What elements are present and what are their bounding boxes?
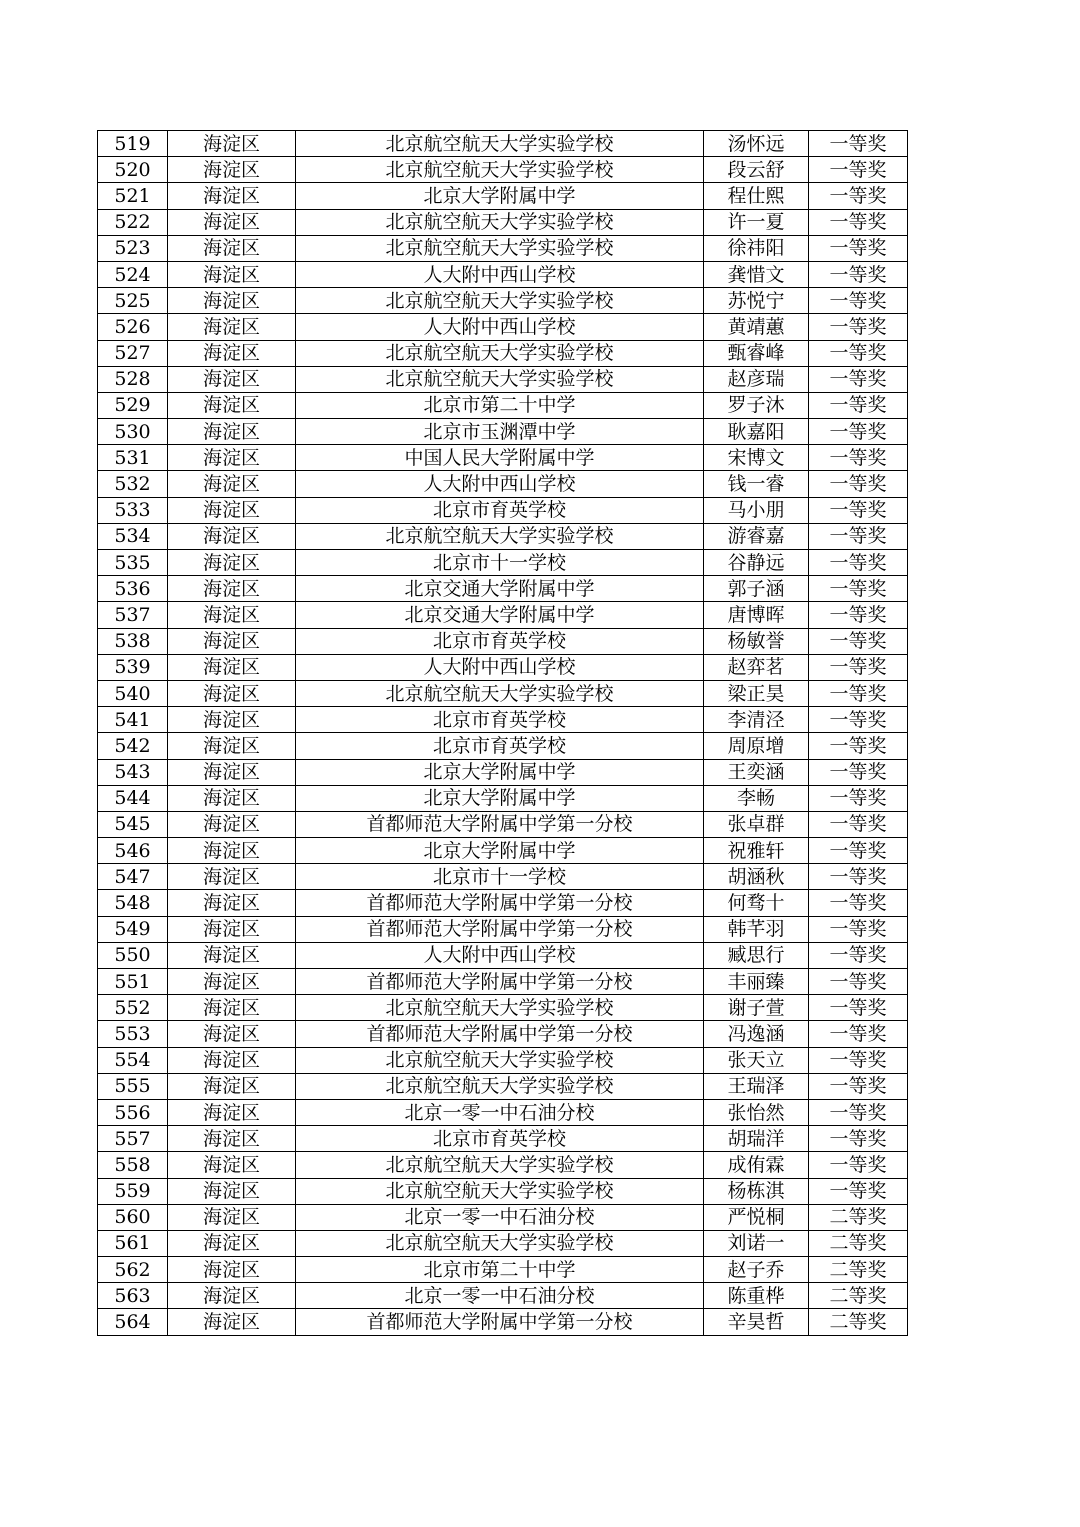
award-level-cell: 一等奖: [809, 759, 908, 785]
district-cell: 海淀区: [168, 1283, 296, 1309]
row-number-cell: 548: [98, 890, 168, 916]
table-row: [98, 864, 908, 890]
award-level-cell: 一等奖: [809, 261, 908, 287]
award-level-cell: 一等奖: [809, 183, 908, 209]
district-cell: 海淀区: [168, 759, 296, 785]
district-cell: 海淀区: [168, 916, 296, 942]
student-name-cell: 赵弈茗: [704, 654, 809, 680]
table-row: [98, 1178, 908, 1204]
district-cell: 海淀区: [168, 1178, 296, 1204]
student-name-cell: 徐祎阳: [704, 235, 809, 261]
school-cell: 人大附中西山学校: [296, 942, 704, 968]
district-cell: 海淀区: [168, 471, 296, 497]
row-number-cell: 560: [98, 1204, 168, 1230]
award-level-cell: 一等奖: [809, 890, 908, 916]
district-cell: 海淀区: [168, 969, 296, 995]
award-level-cell: 一等奖: [809, 235, 908, 261]
student-name-cell: 丰丽臻: [704, 969, 809, 995]
award-level-cell: 一等奖: [809, 1152, 908, 1178]
district-cell: 海淀区: [168, 1073, 296, 1099]
student-name-cell: 宋博文: [704, 445, 809, 471]
school-cell: 北京航空航天大学实验学校: [296, 235, 704, 261]
district-cell: 海淀区: [168, 550, 296, 576]
student-name-cell: 周原增: [704, 733, 809, 759]
row-number-cell: 549: [98, 916, 168, 942]
table-row: [98, 759, 908, 785]
table-row: [98, 288, 908, 314]
row-number-cell: 541: [98, 707, 168, 733]
district-cell: 海淀区: [168, 707, 296, 733]
table-row: [98, 1257, 908, 1283]
district-cell: 海淀区: [168, 523, 296, 549]
table-row: [98, 523, 908, 549]
row-number-cell: 529: [98, 392, 168, 418]
table-row: [98, 183, 908, 209]
table-row: [98, 419, 908, 445]
award-level-cell: 一等奖: [809, 209, 908, 235]
student-name-cell: 李清泾: [704, 707, 809, 733]
award-level-cell: 一等奖: [809, 366, 908, 392]
student-name-cell: 张卓群: [704, 811, 809, 837]
award-level-cell: 一等奖: [809, 1021, 908, 1047]
row-number-cell: 530: [98, 419, 168, 445]
row-number-cell: 528: [98, 366, 168, 392]
district-cell: 海淀区: [168, 209, 296, 235]
table-row: [98, 235, 908, 261]
district-cell: 海淀区: [168, 785, 296, 811]
student-name-cell: 成侑霖: [704, 1152, 809, 1178]
table-row: [98, 1204, 908, 1230]
row-number-cell: 556: [98, 1099, 168, 1125]
school-cell: 北京航空航天大学实验学校: [296, 131, 704, 157]
row-number-cell: 558: [98, 1152, 168, 1178]
row-number-cell: 523: [98, 235, 168, 261]
school-cell: 北京交通大学附属中学: [296, 602, 704, 628]
row-number-cell: 531: [98, 445, 168, 471]
school-cell: 北京市育英学校: [296, 628, 704, 654]
student-name-cell: 严悦桐: [704, 1204, 809, 1230]
table-row: [98, 1230, 908, 1256]
school-cell: 北京市育英学校: [296, 707, 704, 733]
table-row: [98, 366, 908, 392]
award-level-cell: 一等奖: [809, 864, 908, 890]
table-row: [98, 733, 908, 759]
student-name-cell: 张天立: [704, 1047, 809, 1073]
table-row: [98, 157, 908, 183]
table-row: [98, 471, 908, 497]
student-name-cell: 谷静远: [704, 550, 809, 576]
district-cell: 海淀区: [168, 733, 296, 759]
school-cell: 北京航空航天大学实验学校: [296, 366, 704, 392]
school-cell: 首都师范大学附属中学第一分校: [296, 811, 704, 837]
row-number-cell: 526: [98, 314, 168, 340]
student-name-cell: 何骛十: [704, 890, 809, 916]
table-row: [98, 785, 908, 811]
row-number-cell: 563: [98, 1283, 168, 1309]
school-cell: 北京航空航天大学实验学校: [296, 995, 704, 1021]
table-row: [98, 550, 908, 576]
row-number-cell: 555: [98, 1073, 168, 1099]
student-name-cell: 陈重桦: [704, 1283, 809, 1309]
student-name-cell: 唐博晖: [704, 602, 809, 628]
award-level-cell: 一等奖: [809, 419, 908, 445]
district-cell: 海淀区: [168, 1257, 296, 1283]
table-row: [98, 969, 908, 995]
row-number-cell: 562: [98, 1257, 168, 1283]
table-row: [98, 1047, 908, 1073]
student-name-cell: 耿嘉阳: [704, 419, 809, 445]
district-cell: 海淀区: [168, 1309, 296, 1335]
school-cell: 北京交通大学附属中学: [296, 576, 704, 602]
row-number-cell: 550: [98, 942, 168, 968]
table-row: [98, 576, 908, 602]
school-cell: 北京航空航天大学实验学校: [296, 523, 704, 549]
row-number-cell: 534: [98, 523, 168, 549]
district-cell: 海淀区: [168, 314, 296, 340]
district-cell: 海淀区: [168, 497, 296, 523]
district-cell: 海淀区: [168, 995, 296, 1021]
award-level-cell: 一等奖: [809, 969, 908, 995]
row-number-cell: 546: [98, 838, 168, 864]
school-cell: 北京航空航天大学实验学校: [296, 1230, 704, 1256]
row-number-cell: 527: [98, 340, 168, 366]
award-level-cell: 二等奖: [809, 1257, 908, 1283]
row-number-cell: 535: [98, 550, 168, 576]
student-name-cell: 罗子沐: [704, 392, 809, 418]
award-level-cell: 一等奖: [809, 288, 908, 314]
award-level-cell: 一等奖: [809, 576, 908, 602]
student-name-cell: 胡瑞洋: [704, 1126, 809, 1152]
award-level-cell: 一等奖: [809, 523, 908, 549]
school-cell: 北京航空航天大学实验学校: [296, 1152, 704, 1178]
school-cell: 北京一零一中石油分校: [296, 1283, 704, 1309]
student-name-cell: 杨栋淇: [704, 1178, 809, 1204]
district-cell: 海淀区: [168, 1230, 296, 1256]
table-row: [98, 131, 908, 157]
school-cell: 北京市玉渊潭中学: [296, 419, 704, 445]
award-level-cell: 一等奖: [809, 340, 908, 366]
school-cell: 首都师范大学附属中学第一分校: [296, 916, 704, 942]
row-number-cell: 561: [98, 1230, 168, 1256]
award-list-page: [97, 130, 907, 1336]
student-name-cell: 许一夏: [704, 209, 809, 235]
table-row: [98, 995, 908, 1021]
student-name-cell: 韩芊羽: [704, 916, 809, 942]
table-row: [98, 1021, 908, 1047]
table-row: [98, 1073, 908, 1099]
school-cell: 北京市育英学校: [296, 497, 704, 523]
award-level-cell: 二等奖: [809, 1309, 908, 1335]
award-level-cell: 一等奖: [809, 811, 908, 837]
row-number-cell: 564: [98, 1309, 168, 1335]
district-cell: 海淀区: [168, 445, 296, 471]
student-name-cell: 臧思行: [704, 942, 809, 968]
district-cell: 海淀区: [168, 235, 296, 261]
table-row: [98, 1283, 908, 1309]
row-number-cell: 559: [98, 1178, 168, 1204]
row-number-cell: 543: [98, 759, 168, 785]
award-level-cell: 一等奖: [809, 1099, 908, 1125]
award-level-cell: 一等奖: [809, 392, 908, 418]
school-cell: 中国人民大学附属中学: [296, 445, 704, 471]
student-name-cell: 王瑞泽: [704, 1073, 809, 1099]
school-cell: 北京市育英学校: [296, 1126, 704, 1152]
district-cell: 海淀区: [168, 157, 296, 183]
school-cell: 北京市第二十中学: [296, 1257, 704, 1283]
school-cell: 人大附中西山学校: [296, 261, 704, 287]
row-number-cell: 522: [98, 209, 168, 235]
award-level-cell: 一等奖: [809, 995, 908, 1021]
district-cell: 海淀区: [168, 288, 296, 314]
school-cell: 首都师范大学附属中学第一分校: [296, 1021, 704, 1047]
school-cell: 北京航空航天大学实验学校: [296, 1047, 704, 1073]
student-name-cell: 刘诺一: [704, 1230, 809, 1256]
school-cell: 北京航空航天大学实验学校: [296, 288, 704, 314]
student-name-cell: 黄靖蕙: [704, 314, 809, 340]
table-row: [98, 1152, 908, 1178]
table-row: [98, 628, 908, 654]
district-cell: 海淀区: [168, 942, 296, 968]
school-cell: 人大附中西山学校: [296, 471, 704, 497]
table-row: [98, 314, 908, 340]
student-name-cell: 郭子涵: [704, 576, 809, 602]
award-level-cell: 一等奖: [809, 838, 908, 864]
district-cell: 海淀区: [168, 890, 296, 916]
district-cell: 海淀区: [168, 864, 296, 890]
school-cell: 北京航空航天大学实验学校: [296, 340, 704, 366]
award-level-cell: 一等奖: [809, 1126, 908, 1152]
row-number-cell: 544: [98, 785, 168, 811]
school-cell: 人大附中西山学校: [296, 654, 704, 680]
table-row: [98, 838, 908, 864]
school-cell: 北京航空航天大学实验学校: [296, 157, 704, 183]
table-row: [98, 1099, 908, 1125]
student-name-cell: 程仕熙: [704, 183, 809, 209]
school-cell: 首都师范大学附属中学第一分校: [296, 969, 704, 995]
student-name-cell: 钱一睿: [704, 471, 809, 497]
row-number-cell: 519: [98, 131, 168, 157]
district-cell: 海淀区: [168, 1021, 296, 1047]
row-number-cell: 524: [98, 261, 168, 287]
district-cell: 海淀区: [168, 654, 296, 680]
student-name-cell: 苏悦宁: [704, 288, 809, 314]
row-number-cell: 553: [98, 1021, 168, 1047]
student-name-cell: 游睿嘉: [704, 523, 809, 549]
student-name-cell: 冯逸涵: [704, 1021, 809, 1047]
award-level-cell: 一等奖: [809, 942, 908, 968]
student-name-cell: 王奕涵: [704, 759, 809, 785]
district-cell: 海淀区: [168, 1047, 296, 1073]
award-level-cell: 一等奖: [809, 680, 908, 706]
school-cell: 北京一零一中石油分校: [296, 1099, 704, 1125]
student-name-cell: 杨敏誉: [704, 628, 809, 654]
district-cell: 海淀区: [168, 261, 296, 287]
award-level-cell: 一等奖: [809, 916, 908, 942]
student-name-cell: 段云舒: [704, 157, 809, 183]
district-cell: 海淀区: [168, 392, 296, 418]
student-name-cell: 赵彦瑞: [704, 366, 809, 392]
row-number-cell: 537: [98, 602, 168, 628]
school-cell: 首都师范大学附属中学第一分校: [296, 1309, 704, 1335]
row-number-cell: 557: [98, 1126, 168, 1152]
award-level-cell: 一等奖: [809, 157, 908, 183]
school-cell: 北京航空航天大学实验学校: [296, 1073, 704, 1099]
student-name-cell: 胡涵秋: [704, 864, 809, 890]
school-cell: 北京市十一学校: [296, 864, 704, 890]
table-row: [98, 209, 908, 235]
district-cell: 海淀区: [168, 1099, 296, 1125]
row-number-cell: 552: [98, 995, 168, 1021]
award-level-cell: 一等奖: [809, 602, 908, 628]
district-cell: 海淀区: [168, 419, 296, 445]
row-number-cell: 532: [98, 471, 168, 497]
district-cell: 海淀区: [168, 366, 296, 392]
table-row: [98, 340, 908, 366]
student-name-cell: 李畅: [704, 785, 809, 811]
award-level-cell: 二等奖: [809, 1283, 908, 1309]
school-cell: 人大附中西山学校: [296, 314, 704, 340]
table-row: [98, 1309, 908, 1335]
school-cell: 北京市第二十中学: [296, 392, 704, 418]
district-cell: 海淀区: [168, 602, 296, 628]
student-name-cell: 龚惜文: [704, 261, 809, 287]
row-number-cell: 538: [98, 628, 168, 654]
award-level-cell: 一等奖: [809, 654, 908, 680]
school-cell: 北京大学附属中学: [296, 785, 704, 811]
district-cell: 海淀区: [168, 811, 296, 837]
district-cell: 海淀区: [168, 131, 296, 157]
table-row: [98, 261, 908, 287]
award-level-cell: 二等奖: [809, 1230, 908, 1256]
award-table: [97, 130, 908, 1336]
award-level-cell: 一等奖: [809, 550, 908, 576]
award-level-cell: 一等奖: [809, 314, 908, 340]
district-cell: 海淀区: [168, 340, 296, 366]
row-number-cell: 533: [98, 497, 168, 523]
award-level-cell: 一等奖: [809, 628, 908, 654]
school-cell: 北京大学附属中学: [296, 759, 704, 785]
table-row: [98, 445, 908, 471]
school-cell: 首都师范大学附属中学第一分校: [296, 890, 704, 916]
district-cell: 海淀区: [168, 183, 296, 209]
row-number-cell: 554: [98, 1047, 168, 1073]
district-cell: 海淀区: [168, 628, 296, 654]
student-name-cell: 梁正昊: [704, 680, 809, 706]
row-number-cell: 525: [98, 288, 168, 314]
table-row: [98, 942, 908, 968]
district-cell: 海淀区: [168, 838, 296, 864]
award-level-cell: 一等奖: [809, 733, 908, 759]
table-row: [98, 811, 908, 837]
table-row: [98, 707, 908, 733]
school-cell: 北京大学附属中学: [296, 183, 704, 209]
student-name-cell: 马小朋: [704, 497, 809, 523]
award-level-cell: 一等奖: [809, 131, 908, 157]
award-level-cell: 一等奖: [809, 1047, 908, 1073]
row-number-cell: 551: [98, 969, 168, 995]
award-table-body: [98, 131, 908, 1336]
award-level-cell: 一等奖: [809, 1073, 908, 1099]
district-cell: 海淀区: [168, 680, 296, 706]
student-name-cell: 甄睿峰: [704, 340, 809, 366]
row-number-cell: 521: [98, 183, 168, 209]
table-row: [98, 890, 908, 916]
student-name-cell: 汤怀远: [704, 131, 809, 157]
student-name-cell: 祝雅轩: [704, 838, 809, 864]
award-level-cell: 一等奖: [809, 445, 908, 471]
district-cell: 海淀区: [168, 1152, 296, 1178]
table-row: [98, 916, 908, 942]
school-cell: 北京一零一中石油分校: [296, 1204, 704, 1230]
district-cell: 海淀区: [168, 1204, 296, 1230]
table-row: [98, 654, 908, 680]
school-cell: 北京航空航天大学实验学校: [296, 1178, 704, 1204]
award-level-cell: 一等奖: [809, 497, 908, 523]
student-name-cell: 赵子乔: [704, 1257, 809, 1283]
school-cell: 北京航空航天大学实验学校: [296, 209, 704, 235]
row-number-cell: 547: [98, 864, 168, 890]
row-number-cell: 540: [98, 680, 168, 706]
award-level-cell: 一等奖: [809, 707, 908, 733]
school-cell: 北京市十一学校: [296, 550, 704, 576]
award-level-cell: 一等奖: [809, 471, 908, 497]
student-name-cell: 张怡然: [704, 1099, 809, 1125]
table-row: [98, 680, 908, 706]
school-cell: 北京大学附属中学: [296, 838, 704, 864]
row-number-cell: 536: [98, 576, 168, 602]
row-number-cell: 545: [98, 811, 168, 837]
table-row: [98, 392, 908, 418]
row-number-cell: 520: [98, 157, 168, 183]
student-name-cell: 辛昊哲: [704, 1309, 809, 1335]
school-cell: 北京市育英学校: [296, 733, 704, 759]
district-cell: 海淀区: [168, 576, 296, 602]
table-row: [98, 497, 908, 523]
award-level-cell: 一等奖: [809, 1178, 908, 1204]
table-row: [98, 1126, 908, 1152]
table-row: [98, 602, 908, 628]
district-cell: 海淀区: [168, 1126, 296, 1152]
row-number-cell: 539: [98, 654, 168, 680]
school-cell: 北京航空航天大学实验学校: [296, 680, 704, 706]
student-name-cell: 谢子萱: [704, 995, 809, 1021]
award-level-cell: 二等奖: [809, 1204, 908, 1230]
row-number-cell: 542: [98, 733, 168, 759]
award-level-cell: 一等奖: [809, 785, 908, 811]
